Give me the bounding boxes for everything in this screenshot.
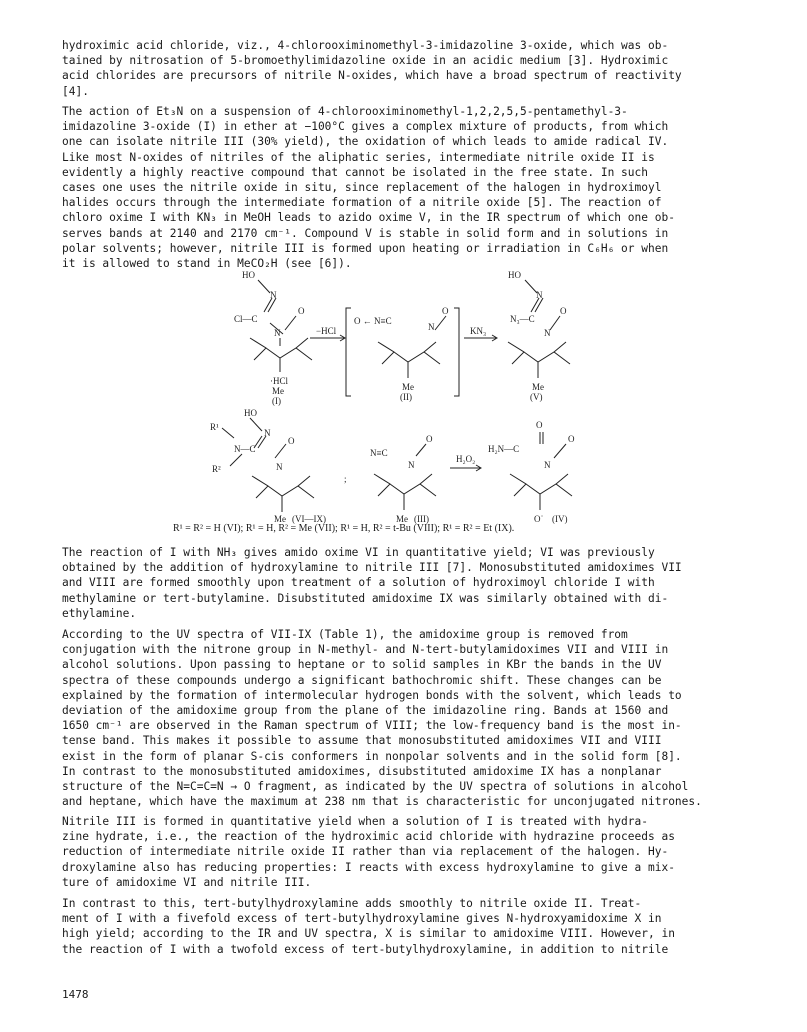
scheme-label-V: (V) (530, 392, 543, 402)
text-line: conjugation with the nitrone group in N-methyl- and N-tert-butylamidoximes VII and VIII in (62, 643, 669, 657)
text-line: deviation of the amidoxime group from the plane of the imidazoline ring. Bands at 1560 and (62, 704, 669, 718)
text-line: polar solvents; however, nitrile III is formed upon heating or irradiation in C₆H₆ or when (62, 241, 669, 255)
text-line: In contrast to the monosubstituted amidoximes, disubstituted amidoxime IX has a nonplanar (62, 764, 662, 778)
scheme-n-c: N—C (234, 444, 256, 454)
scheme-label-III: (III) (414, 514, 429, 524)
scheme-ring-n-4: N (276, 462, 283, 472)
text-line: In contrast to this, tert-butylhydroxylamine adds smoothly to nitrile oxide II. Treat- (62, 897, 642, 910)
scheme-n3-c: N₃—C (510, 314, 535, 324)
text-line: imidazoline 3-oxide (I) in ether at −100°C gives a complex mixture of products, from which (62, 120, 669, 134)
text-line: [4]. (62, 84, 89, 98)
scheme-o-radical: O˙ (534, 514, 544, 524)
text-line: halides occurs through the intermediate formation of a nitrile oxide [5]. The reaction of (62, 196, 662, 210)
text-line: hydroximic acid chloride, viz., 4-chlorooximinomethyl-3-imidazoline 3-oxide, which was ob- (62, 39, 669, 52)
scheme-ho-3: HO (508, 270, 521, 280)
scheme-kn3: KN₃ (470, 326, 487, 336)
scheme-label-VI-IX: (VI—IX) (292, 514, 326, 524)
text-line: ment of I with a fivefold excess of tert-butylhydroxylamine gives N-hydroxyamidoxime X in (62, 912, 662, 926)
scheme-me-5: Me (396, 514, 408, 524)
text-line: methylamine or tert-butylamine. Disubstituted amidoxime IX was similarly obtained with di- (62, 591, 669, 605)
paragraph (62, 627, 762, 809)
scheme-oxime-n-1: N (270, 290, 277, 300)
reaction-scheme (180, 268, 640, 538)
scheme-cl-c: Cl—C (234, 314, 258, 324)
scheme-h2o2: H₂O₂ (456, 454, 476, 464)
page-number: 1478 (62, 988, 89, 1001)
text-line: The action of Et₃N on a suspension of 4-chlorooximinomethyl-1,2,2,5,5-pentamethyl-3- (62, 105, 628, 118)
text-line: the reaction of I with a twofold excess of tert-butylhydroxylamine, in addition to nitrile (62, 942, 669, 956)
scheme-label-I: (I) (272, 396, 281, 406)
scheme-hcl-salt: ·HCl (270, 376, 288, 386)
text-line: structure of the N=C=C=N → O fragment, as indicated by the UV spectra of solutions in alcohol (62, 780, 689, 794)
scheme-semicolon: ; (344, 474, 347, 484)
scheme-r1: R¹ (210, 422, 219, 432)
scheme-ring-n-5: N (408, 460, 415, 470)
scheme-r2: R² (212, 464, 221, 474)
text-line: droxylamine also has reducing properties: I reacts with excess hydroxylamine to give a mix- (62, 860, 675, 874)
text-line: and heptane, which have the maximum at 238 nm that is characteristic for unconjugated nitrones. (62, 795, 702, 809)
scheme-me-2: Me (402, 382, 414, 392)
text-line: The reaction of I with NH₃ gives amido oxime VI in quantitative yield; VI was previously (62, 546, 655, 559)
scheme-legend: R¹ = R² = H (VI); R¹ = H, R² = Me (VII); R¹ = H, R² = t-Bu (VIII); R¹ = R² = Et (IX). (173, 523, 515, 534)
paragraph (62, 896, 762, 957)
scheme-ring-n-3: N (544, 328, 551, 338)
text-line: reduction of intermediate nitrile oxide II rather than via replacement of the halogen. Hy- (62, 845, 669, 859)
scheme-nitrile-oxide: O ← N≡C (354, 316, 392, 326)
text-line: serves bands at 2140 and 2170 cm⁻¹. Compound V is stable in solid form and in solutions in (62, 226, 669, 240)
paragraph (62, 545, 762, 621)
paragraph (62, 814, 762, 890)
scheme-ring-n-6: N (544, 460, 551, 470)
scheme-label-II: (II) (400, 392, 412, 402)
scheme-oxygen-4: O (288, 436, 295, 446)
text-line: acid chlorides are precursors of nitrile N-oxides, which have a broad spectrum of reactivity (62, 69, 682, 83)
text-line: cases one uses the nitrile oxide in situ, since replacement of the halogen in hydroximoyl (62, 181, 662, 195)
text-line: explained by the formation of intermolecular hydrogen bonds with the solvent, which leads to (62, 688, 682, 702)
text-line: According to the UV spectra of VII-IX (Table 1), the amidoxime group is removed from (62, 628, 628, 641)
scheme-label-IV: (IV) (552, 514, 568, 524)
text-line: evidently a highly reactive compound that cannot be isolated in the free state. In such (62, 165, 648, 179)
text-line: 1650 cm⁻¹ are observed in the Raman spectrum of VIII; the low-frequency band is the most in- (62, 719, 682, 733)
scheme-oxygen-5: O (426, 434, 433, 444)
paragraph (62, 38, 762, 99)
scheme-me-3: Me (532, 382, 544, 392)
text-line: tense band. This makes it possible to assume that monosubstituted amidoximes VII and VIII (62, 734, 662, 748)
text-line: zine hydrate, i.e., the reaction of the hydroximic acid chloride with hydrazine proceeds as (62, 830, 675, 844)
scheme-h2n-c: H₂N—C (488, 444, 520, 454)
scheme-oxygen-1: O (298, 306, 305, 316)
scheme-ring-n-2: N (428, 322, 435, 332)
text-line: it is allowed to stand in MeCO₂H (see [6]). (62, 257, 352, 271)
text-line: exist in the form of planar S-cis conformers in nonpolar solvents and in the solid form [8]. (62, 749, 682, 763)
scheme-oxygen-6: O (568, 434, 575, 444)
text-line: and VIII are formed smoothly upon treatment of a solution of hydroximoyl chloride I with (62, 576, 655, 590)
scheme-me-1: Me (272, 386, 284, 396)
scheme-oxime-n-4: N (264, 428, 271, 438)
text-line: alcohol solutions. Upon passing to heptane or to solid samples in KBr the bands in the UV (62, 658, 662, 672)
scheme-me-4: Me (274, 514, 286, 524)
text-line: chloro oxime I with KN₃ in MeOH leads to azido oxime V, in the IR spectrum of which one ob- (62, 211, 675, 225)
text-line: spectra of these compounds undergo a significant bathochromic shift. These changes can be (62, 673, 662, 687)
text-line: one can isolate nitrile III (30% yield), the oxidation of which leads to amide radical IV. (62, 135, 669, 149)
scheme-oxime-n-3: N (536, 290, 543, 300)
text-line: ethylamine. (62, 606, 137, 620)
scheme-oxygen-3: O (560, 306, 567, 316)
scheme-ho-1: HO (242, 270, 255, 280)
reaction-scheme-drawing (180, 268, 640, 538)
scheme-nitrile: N≡C (370, 448, 388, 458)
scheme-oxygen-2: O (442, 306, 449, 316)
text-line: ture of amidoxime VI and nitrile III. (62, 875, 312, 889)
scheme-ring-n-1: N (274, 328, 281, 338)
text-line: Nitrile III is formed in quantitative yield when a solution of I is treated with hydra- (62, 815, 648, 828)
text-line: Like most N-oxides of nitriles of the aliphatic series, intermediate nitrile oxide II is (62, 150, 655, 164)
text-line: obtained by the addition of hydroxylamine to nitrile III [7]. Monosubstituted amidoximes VII (62, 561, 682, 575)
text-line: high yield; according to the IR and UV spectra, X is similar to amidoxime VIII. However, in (62, 927, 675, 941)
text-line: tained by nitrosation of 5-bromoethylimidazoline oxide in an acidic medium [3]. Hydroximic (62, 54, 669, 68)
scheme-amide-oxygen: O (536, 420, 543, 430)
scheme-minus-hcl: −HCl (316, 326, 337, 336)
paragraph (62, 104, 762, 271)
scheme-ho-4: HO (244, 408, 257, 418)
